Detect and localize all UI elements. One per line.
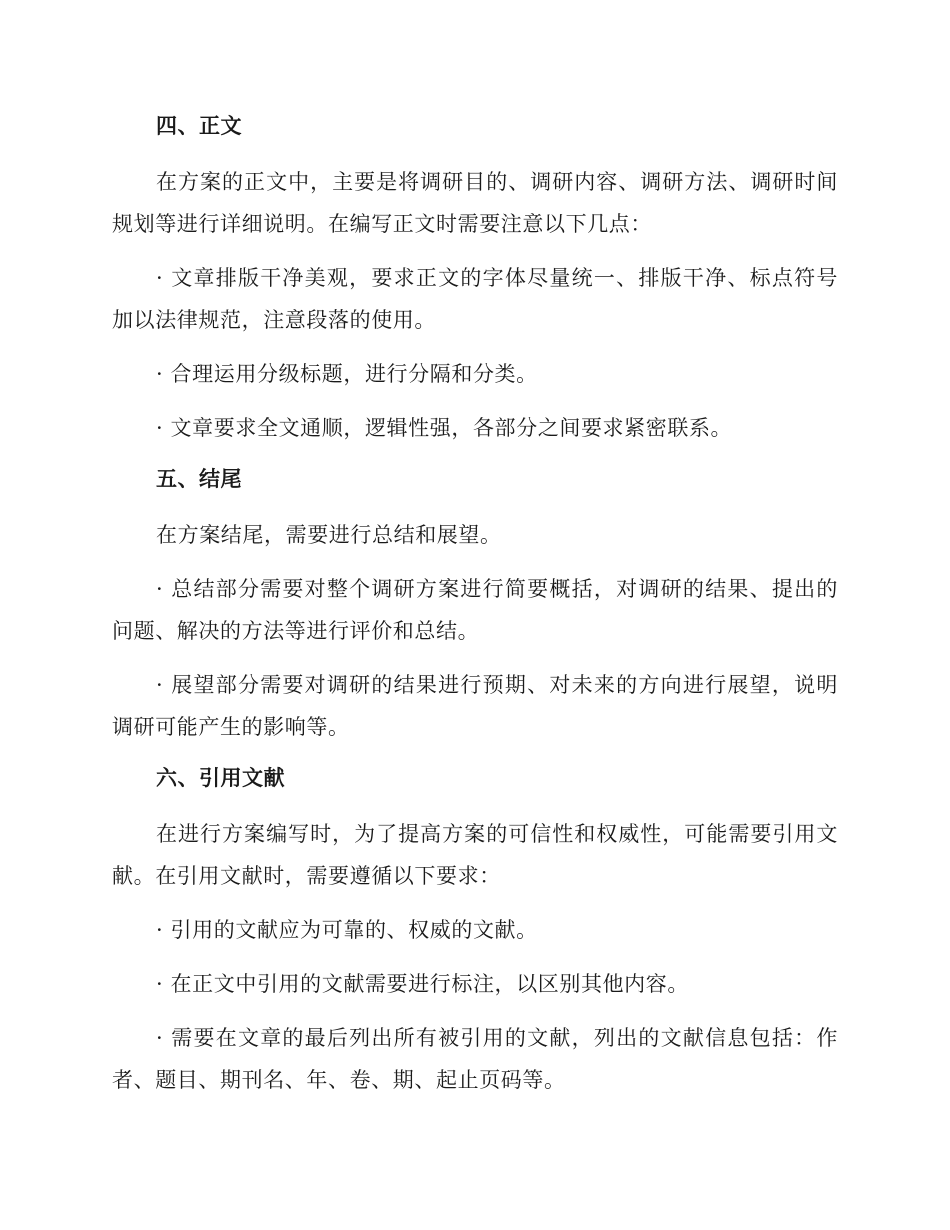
bullet-paragraph: · 展望部分需要对调研的结果进行预期、对未来的方向进行展望，说明调研可能产生的影响等。 bbox=[112, 673, 838, 739]
bullet-paragraph: · 文章排版干净美观，要求正文的字体尽量统一、排版干净、标点符号加以法律规范，注意段落的使用。 bbox=[112, 266, 838, 332]
bullet-paragraph: · 合理运用分级标题，进行分隔和分类。 bbox=[156, 362, 538, 386]
section-heading-main-text: 四、正文 bbox=[156, 114, 242, 138]
bullet-paragraph: · 在正文中引用的文献需要进行标注，以区别其他内容。 bbox=[156, 972, 689, 996]
paragraph: 在方案的正文中，主要是将调研目的、调研内容、调研方法、调研时间规划等进行详细说明。在编写正文时需要注意以下几点： bbox=[112, 170, 838, 236]
bullet-paragraph: · 引用的文献应为可靠的、权威的文献。 bbox=[156, 918, 538, 942]
bullet-paragraph: · 需要在文章的最后列出所有被引用的文献，列出的文献信息包括：作者、题目、期刊名、年、卷、期、起止页码等。 bbox=[112, 1026, 838, 1092]
document-body bbox=[112, 0, 838, 1101]
bullet-paragraph: · 总结部分需要对整个调研方案进行简要概括，对调研的结果、提出的问题、解决的方法等进行评价和总结。 bbox=[112, 577, 838, 643]
paragraph: 在方案结尾，需要进行总结和展望。 bbox=[156, 523, 502, 547]
paragraph: 在进行方案编写时，为了提高方案的可信性和权威性，可能需要引用文献。在引用文献时，需要遵循以下要求： bbox=[112, 822, 838, 888]
section-heading-conclusion: 五、结尾 bbox=[156, 467, 242, 491]
section-heading-references: 六、引用文献 bbox=[156, 766, 285, 790]
bullet-paragraph: · 文章要求全文通顺，逻辑性强，各部分之间要求紧密联系。 bbox=[156, 416, 733, 440]
